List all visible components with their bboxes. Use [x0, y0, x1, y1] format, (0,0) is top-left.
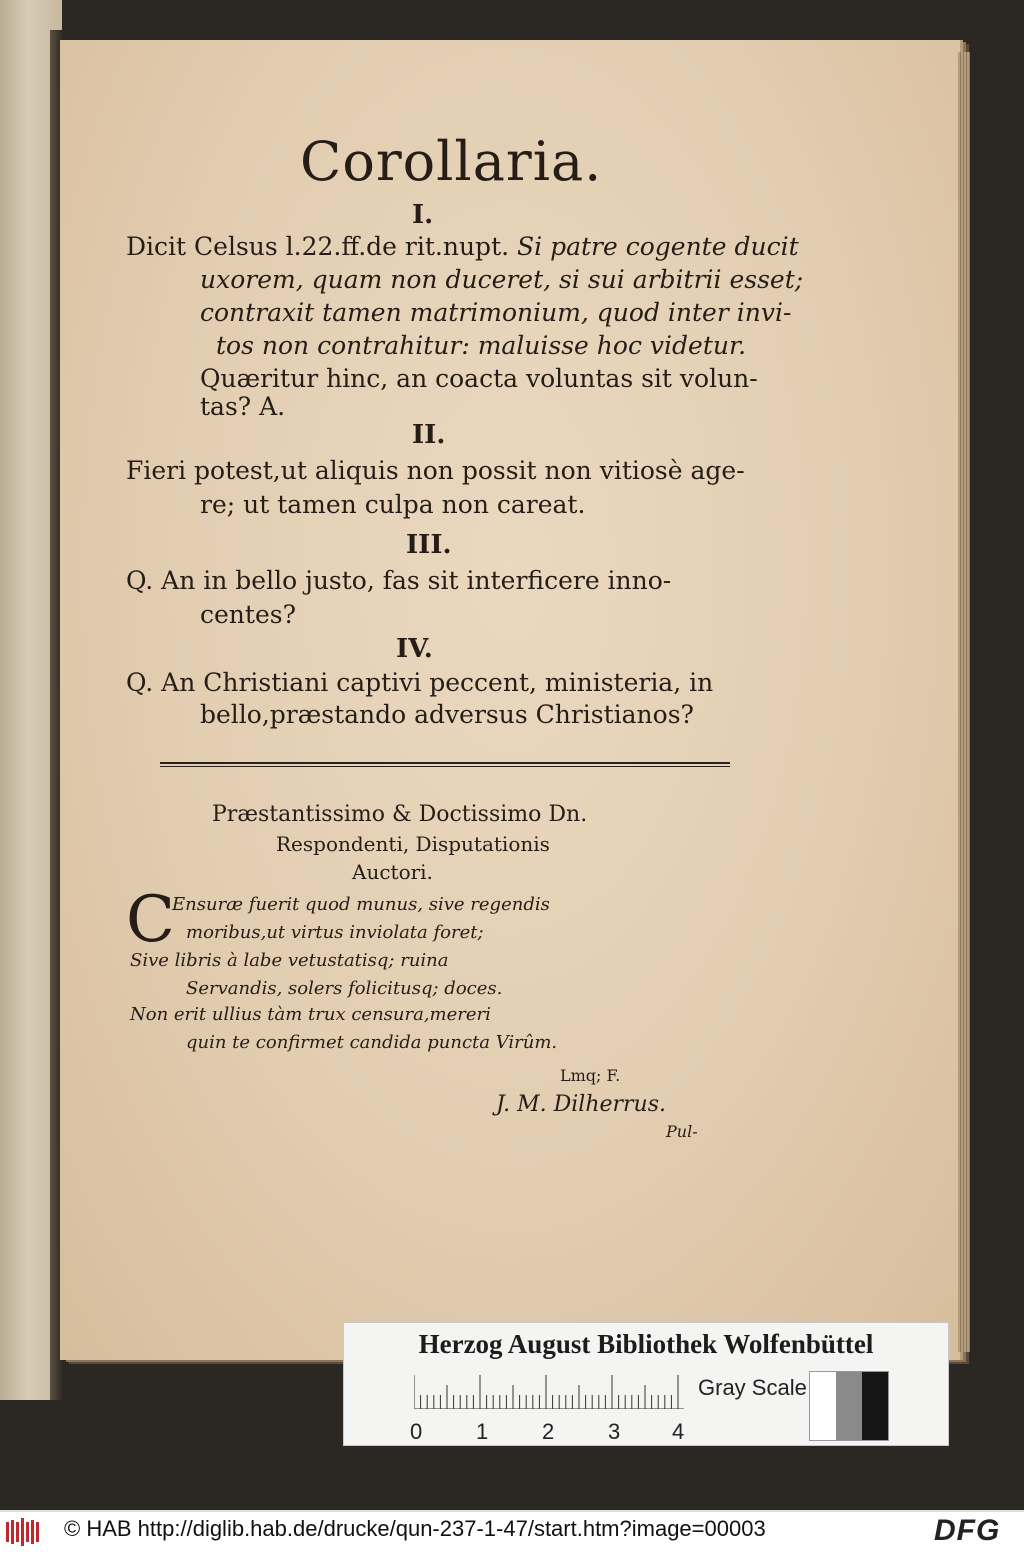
library-scale-card	[343, 1322, 949, 1446]
dedication-line-3: Auctori.	[352, 860, 433, 884]
gray-scale-swatches	[809, 1371, 889, 1441]
section-1-numeral: I.	[412, 200, 434, 230]
section-1-line-4: tos non contrahitur: maluisse hoc videtur.	[216, 331, 747, 360]
poem-line-1: Ensuræ fuerit quod munus, sive regendis	[172, 894, 550, 915]
poem-drop-cap: C	[126, 883, 175, 957]
poem-line-6: quin te confirmet candida puncta Virûm.	[186, 1032, 558, 1053]
section-3-line-2: centes?	[200, 600, 296, 629]
ruler-number-2: 2	[542, 1419, 555, 1444]
ruler-number-0: 0	[410, 1419, 423, 1444]
section-4-line-2: bello,præstando adversus Christianos?	[200, 700, 694, 729]
poem-line-2: moribus,ut virtus inviolata foret;	[186, 922, 484, 943]
ruler-number-3: 3	[608, 1419, 621, 1444]
section-divider-rule-thin	[160, 766, 730, 767]
section-1-line-6: tas? A.	[200, 392, 286, 421]
section-2-line-1: Fieri potest,ut aliquis non possit non vitiosè age-	[126, 456, 745, 485]
dedication-line-2: Respondenti, Disputationis	[276, 832, 550, 856]
section-1-line-1-roman: Dicit Celsus l.22.ff.de rit.nupt.	[126, 232, 510, 261]
section-4-numeral: IV.	[396, 634, 433, 664]
section-divider-rule	[160, 762, 730, 764]
measurement-ruler-icon	[414, 1375, 684, 1409]
section-1-line-2: uxorem, quam non duceret, si sui arbitrii esset;	[200, 265, 804, 294]
swatch-white	[810, 1372, 836, 1440]
poem-line-5: Non erit ullius tàm trux censura,mereri	[130, 1004, 491, 1025]
page-title: Corollaria.	[300, 130, 603, 193]
section-1-line-1	[126, 232, 799, 261]
poem-line-4: Servandis, solers folicitusq; doces.	[186, 978, 503, 999]
section-1-line-1-italic: Si patre cogente ducit	[509, 232, 799, 261]
signature-name: J. M. Dilherrus.	[496, 1092, 666, 1117]
dfg-logo: DFG	[934, 1514, 1001, 1547]
swatch-black	[862, 1372, 888, 1440]
section-2-numeral: II.	[412, 420, 446, 450]
page-stack-edge	[958, 52, 970, 1352]
ruler-number-1: 1	[476, 1419, 489, 1444]
gray-scale-label: Gray Scale	[698, 1375, 807, 1400]
section-1-line-3: contraxit tamen matrimonium, quod inter invi-	[200, 298, 792, 327]
swatch-gray	[836, 1372, 862, 1440]
hab-logo-icon	[6, 1518, 42, 1546]
section-4-line-1: Q. An Christiani captivi peccent, ministeria, in	[126, 668, 714, 697]
ruler-number-4: 4	[672, 1419, 685, 1444]
signature-abbreviation: Lmq; F.	[560, 1066, 621, 1085]
section-2-line-2: re; ut tamen culpa non careat.	[200, 490, 586, 519]
dedication-line-1: Præstantissimo & Doctissimo Dn.	[212, 802, 588, 827]
section-1-line-5: Quæritur hinc, an coacta voluntas sit volun-	[200, 364, 758, 393]
section-3-numeral: III.	[406, 530, 452, 560]
section-3-line-1: Q. An in bello justo, fas sit interficere inno-	[126, 566, 672, 595]
copyright-url-link[interactable]: © HAB http://diglib.hab.de/drucke/qun-237-1-47/start.htm?image=00003	[64, 1516, 766, 1541]
poem-line-3: Sive libris à labe vetustatisq; ruina	[130, 950, 449, 971]
library-name: Herzog August Bibliothek Wolfenbüttel	[418, 1329, 874, 1359]
catchword: Pul-	[666, 1122, 698, 1141]
